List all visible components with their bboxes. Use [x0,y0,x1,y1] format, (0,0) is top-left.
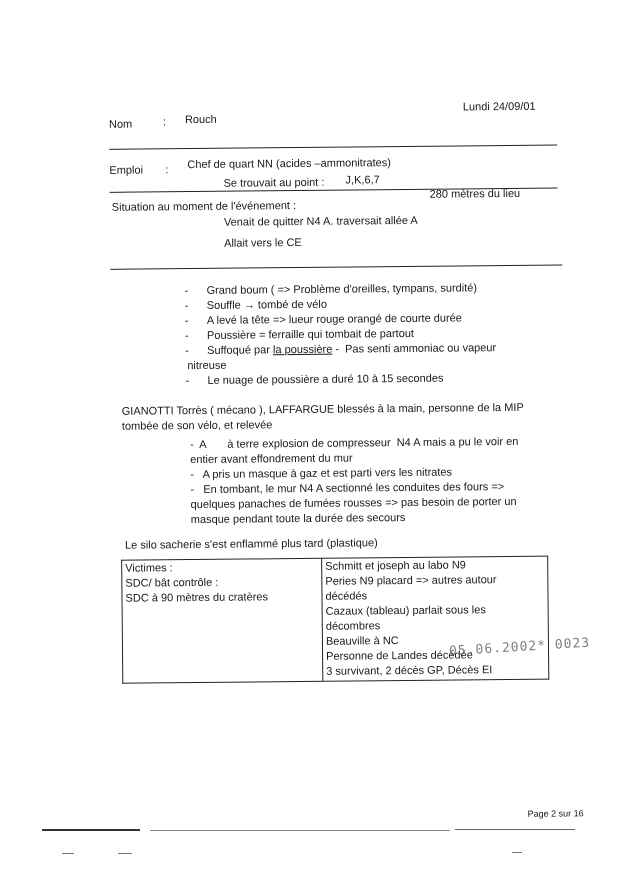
victim-line: Cazaux (tableau) parlait sous les [325,604,486,618]
witness-line: masque pendant toute la durée des secours [190,511,406,527]
nom-label: Nom [108,118,133,131]
scan-artifact [42,829,140,831]
situation-line: Venait de quitter N4 A. traversait allée A [223,214,418,229]
emploi-colon: : [165,164,169,177]
scan-artifact [455,829,575,830]
point-value: J,K,6,7 [345,174,380,187]
victims-table [121,556,549,684]
list-item: - Souffle → tombé de vélo [184,298,328,313]
list-item: - Poussière = ferraille qui tombait de partout [184,327,415,343]
divider [109,145,557,150]
nom-value: Rouch [184,113,217,127]
victims-label: SDC à 90 mètres du cratères [125,591,269,605]
victim-line: décombres [325,620,381,633]
nom-colon: : [162,116,167,129]
list-item: - Suffoqué par la poussière - Pas senti ammoniac ou vapeur [185,342,497,358]
point-label: Se trouvait au point : [223,176,325,190]
witness-line: - En tombant, le mur N4 A sectionné les conduites des fours => [190,481,505,497]
witness-line: quelques panaches de fumées rousses => pas besoin de porter un [190,495,517,512]
witness-line: entier avant effondrement du mur [190,452,353,467]
date-stamp: 05.06.2002* 0023 [448,635,591,660]
witness-line: - A pris un masque à gaz et est parti vers les nitrates [190,466,453,482]
table-row [122,556,549,683]
silo-note: Le silo sacherie s'est enflammé plus tard (plastique) [124,537,378,552]
injured-line: tombée de son vélo, et relevée [121,419,273,433]
scan-artifact [512,852,522,853]
report-date: Lundi 24/09/01 [462,100,536,114]
scan-artifact [62,853,74,854]
victims-label: SDC/ bât contrôle : [125,576,219,590]
victim-line: Schmitt et joseph au labo N9 [325,559,466,573]
divider [110,264,562,269]
list-item: - A levé la tête => lueur rouge orangé de courte durée [184,312,462,328]
list-item-continuation: nitreuse [187,359,227,373]
scan-artifact [118,853,132,854]
distance-value: 280 mètres du lieu [429,187,521,201]
witness-line: - A à terre explosion de compresseur N4 A mais a pu le voir en [189,435,519,452]
list-item: - Le nuage de poussière a duré 10 à 15 secondes [185,372,444,388]
victims-label: Victimes : [125,562,173,575]
victim-line: Personne de Landes décédée [326,649,473,663]
scan-artifact [150,830,450,831]
situation-label: Situation au moment de l'événement : [111,200,297,214]
page-number: Page 2 sur 16 [527,808,584,819]
victims-left-cell [122,558,323,683]
list-item: - Grand boum ( => Problème d'oreilles, tympans, surdité) [184,282,478,298]
victims-right-cell [322,556,549,681]
victim-line: Peries N9 placard => autres autour [325,574,497,588]
emploi-value: Chef de quart NN (acides –ammonitrates) [187,157,391,172]
emploi-label: Emploi [109,164,144,177]
victim-line: décédés [325,590,368,603]
injured-line: GIANOTTI Torrès ( mécano ), LAFFARGUE blessés à la main, personne de la MIP [121,401,524,418]
victim-line: Beauville à NC [325,635,399,648]
situation-line: Allait vers le CE [224,236,302,250]
victim-line: 3 survivant, 2 décès GP, Décès EI [326,664,493,678]
